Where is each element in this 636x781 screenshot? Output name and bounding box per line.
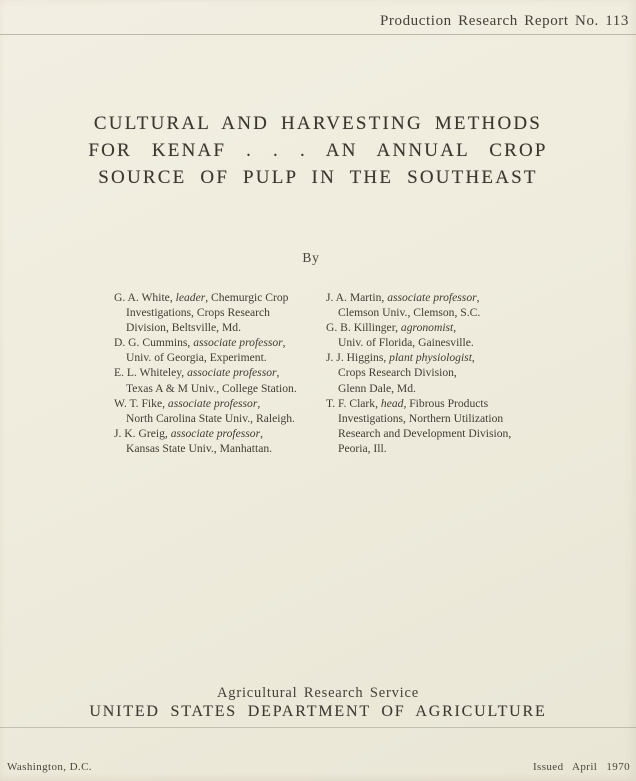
author-line xyxy=(114,396,321,411)
author-line xyxy=(114,426,321,441)
author-role-italic: associate professor xyxy=(187,366,277,380)
author-line xyxy=(326,426,542,441)
author-line xyxy=(114,365,321,380)
author-text-segment: , xyxy=(471,351,475,365)
author-entry xyxy=(114,396,321,426)
author-text-segment: Division, Beltsville, Md. xyxy=(126,321,241,335)
author-line xyxy=(114,441,321,456)
byline: By xyxy=(302,250,320,265)
author-role-italic: associate professor xyxy=(167,396,258,410)
author-line xyxy=(326,411,542,426)
author-text-segment: G. A. White, xyxy=(114,291,176,304)
author-role-italic: agronomist xyxy=(400,321,454,335)
author-text-segment: J. K. Greig, xyxy=(114,426,171,440)
author-text-segment: , xyxy=(476,291,480,304)
author-line xyxy=(114,350,321,365)
title-line-3: SOURCE OF PULP IN THE SOUTHEAST xyxy=(98,167,538,188)
author-line xyxy=(114,305,321,320)
author-text-segment: Clemson Univ., Clemson, S.C. xyxy=(338,306,481,320)
author-role-italic: associate professor xyxy=(193,336,283,350)
agency-name: Agricultural Research Service xyxy=(217,685,419,701)
author-line xyxy=(326,441,542,456)
author-text-segment: , xyxy=(257,396,261,410)
author-text-segment: , xyxy=(260,426,264,440)
author-text-segment: North Carolina State Univ., Raleigh. xyxy=(126,411,295,425)
author-line xyxy=(326,381,542,396)
author-line xyxy=(326,305,542,320)
author-entry xyxy=(114,335,321,365)
author-text-segment: Kansas State Univ., Manhattan. xyxy=(126,441,273,455)
author-text-segment: G. B. Killinger, xyxy=(326,321,401,335)
author-line xyxy=(114,411,321,426)
title-line-2: FOR KENAF . . . AN ANNUAL CROP xyxy=(88,140,548,161)
author-text-segment: J. J. Higgins, xyxy=(326,351,390,365)
author-text-segment: J. A. Martin, xyxy=(326,291,388,304)
footer-issue-date: Issued April 1970 xyxy=(532,761,630,773)
title-line-1: CULTURAL AND HARVESTING METHODS xyxy=(93,113,543,134)
author-entry xyxy=(114,290,321,335)
author-line xyxy=(326,335,542,350)
author-role-italic: associate professor xyxy=(170,426,261,440)
author-text-segment: , Fibrous Products xyxy=(403,396,489,410)
author-text-segment: Univ. of Florida, Gainesville. xyxy=(338,336,474,350)
author-line xyxy=(326,320,542,335)
author-text-segment: , xyxy=(276,366,280,380)
author-text-segment: Investigations, Northern Utilization xyxy=(338,411,504,425)
author-entry xyxy=(326,396,542,456)
author-text-segment: , Chemurgic Crop xyxy=(205,291,289,304)
authors-column-left xyxy=(114,290,321,456)
author-line xyxy=(326,396,542,411)
author-text-segment: Investigations, Crops Research xyxy=(126,306,270,320)
author-text-segment: W. T. Fike, xyxy=(114,396,168,410)
author-text-segment: Glenn Dale, Md. xyxy=(338,381,416,395)
author-line xyxy=(114,290,321,305)
author-entry xyxy=(326,320,542,350)
author-text-segment: Crops Research Division, xyxy=(338,366,457,380)
author-text-segment: , xyxy=(453,321,457,335)
authors-columns xyxy=(114,290,542,456)
author-text-segment: Research and Development Division, xyxy=(338,426,512,440)
author-text-segment: T. F. Clark, xyxy=(326,396,381,410)
author-role-italic: head xyxy=(380,396,404,410)
footer-location: Washington, D.C. xyxy=(7,761,92,773)
author-line xyxy=(326,350,542,365)
bottom-rule xyxy=(0,727,636,728)
author-entry xyxy=(326,290,542,320)
author-text-segment: Texas A & M Univ., College Station. xyxy=(126,381,297,395)
author-text-segment: Peoria, Ill. xyxy=(338,441,387,455)
top-rule xyxy=(0,34,636,35)
author-text-segment: E. L. Whiteley, xyxy=(114,366,188,380)
author-role-italic: plant physiologist xyxy=(389,351,472,365)
author-role-italic: associate professor xyxy=(387,291,477,304)
author-text-segment: Univ. of Georgia, Experiment. xyxy=(126,351,267,365)
author-line xyxy=(114,381,321,396)
author-entry xyxy=(114,365,321,395)
author-entry xyxy=(326,350,542,395)
report-title xyxy=(0,110,636,191)
department-name: UNITED STATES DEPARTMENT OF AGRICULTURE xyxy=(89,703,547,720)
author-line xyxy=(114,320,321,335)
authors-column-right xyxy=(326,290,542,456)
author-line xyxy=(326,290,542,305)
report-number-header: Production Research Report No. 113 xyxy=(379,13,629,29)
author-line xyxy=(114,335,321,350)
author-role-italic: leader xyxy=(175,291,206,304)
author-text-segment: , xyxy=(282,336,286,350)
author-text-segment: D. G. Cummins, xyxy=(114,336,194,350)
author-entry xyxy=(114,426,321,456)
author-line xyxy=(326,365,542,380)
